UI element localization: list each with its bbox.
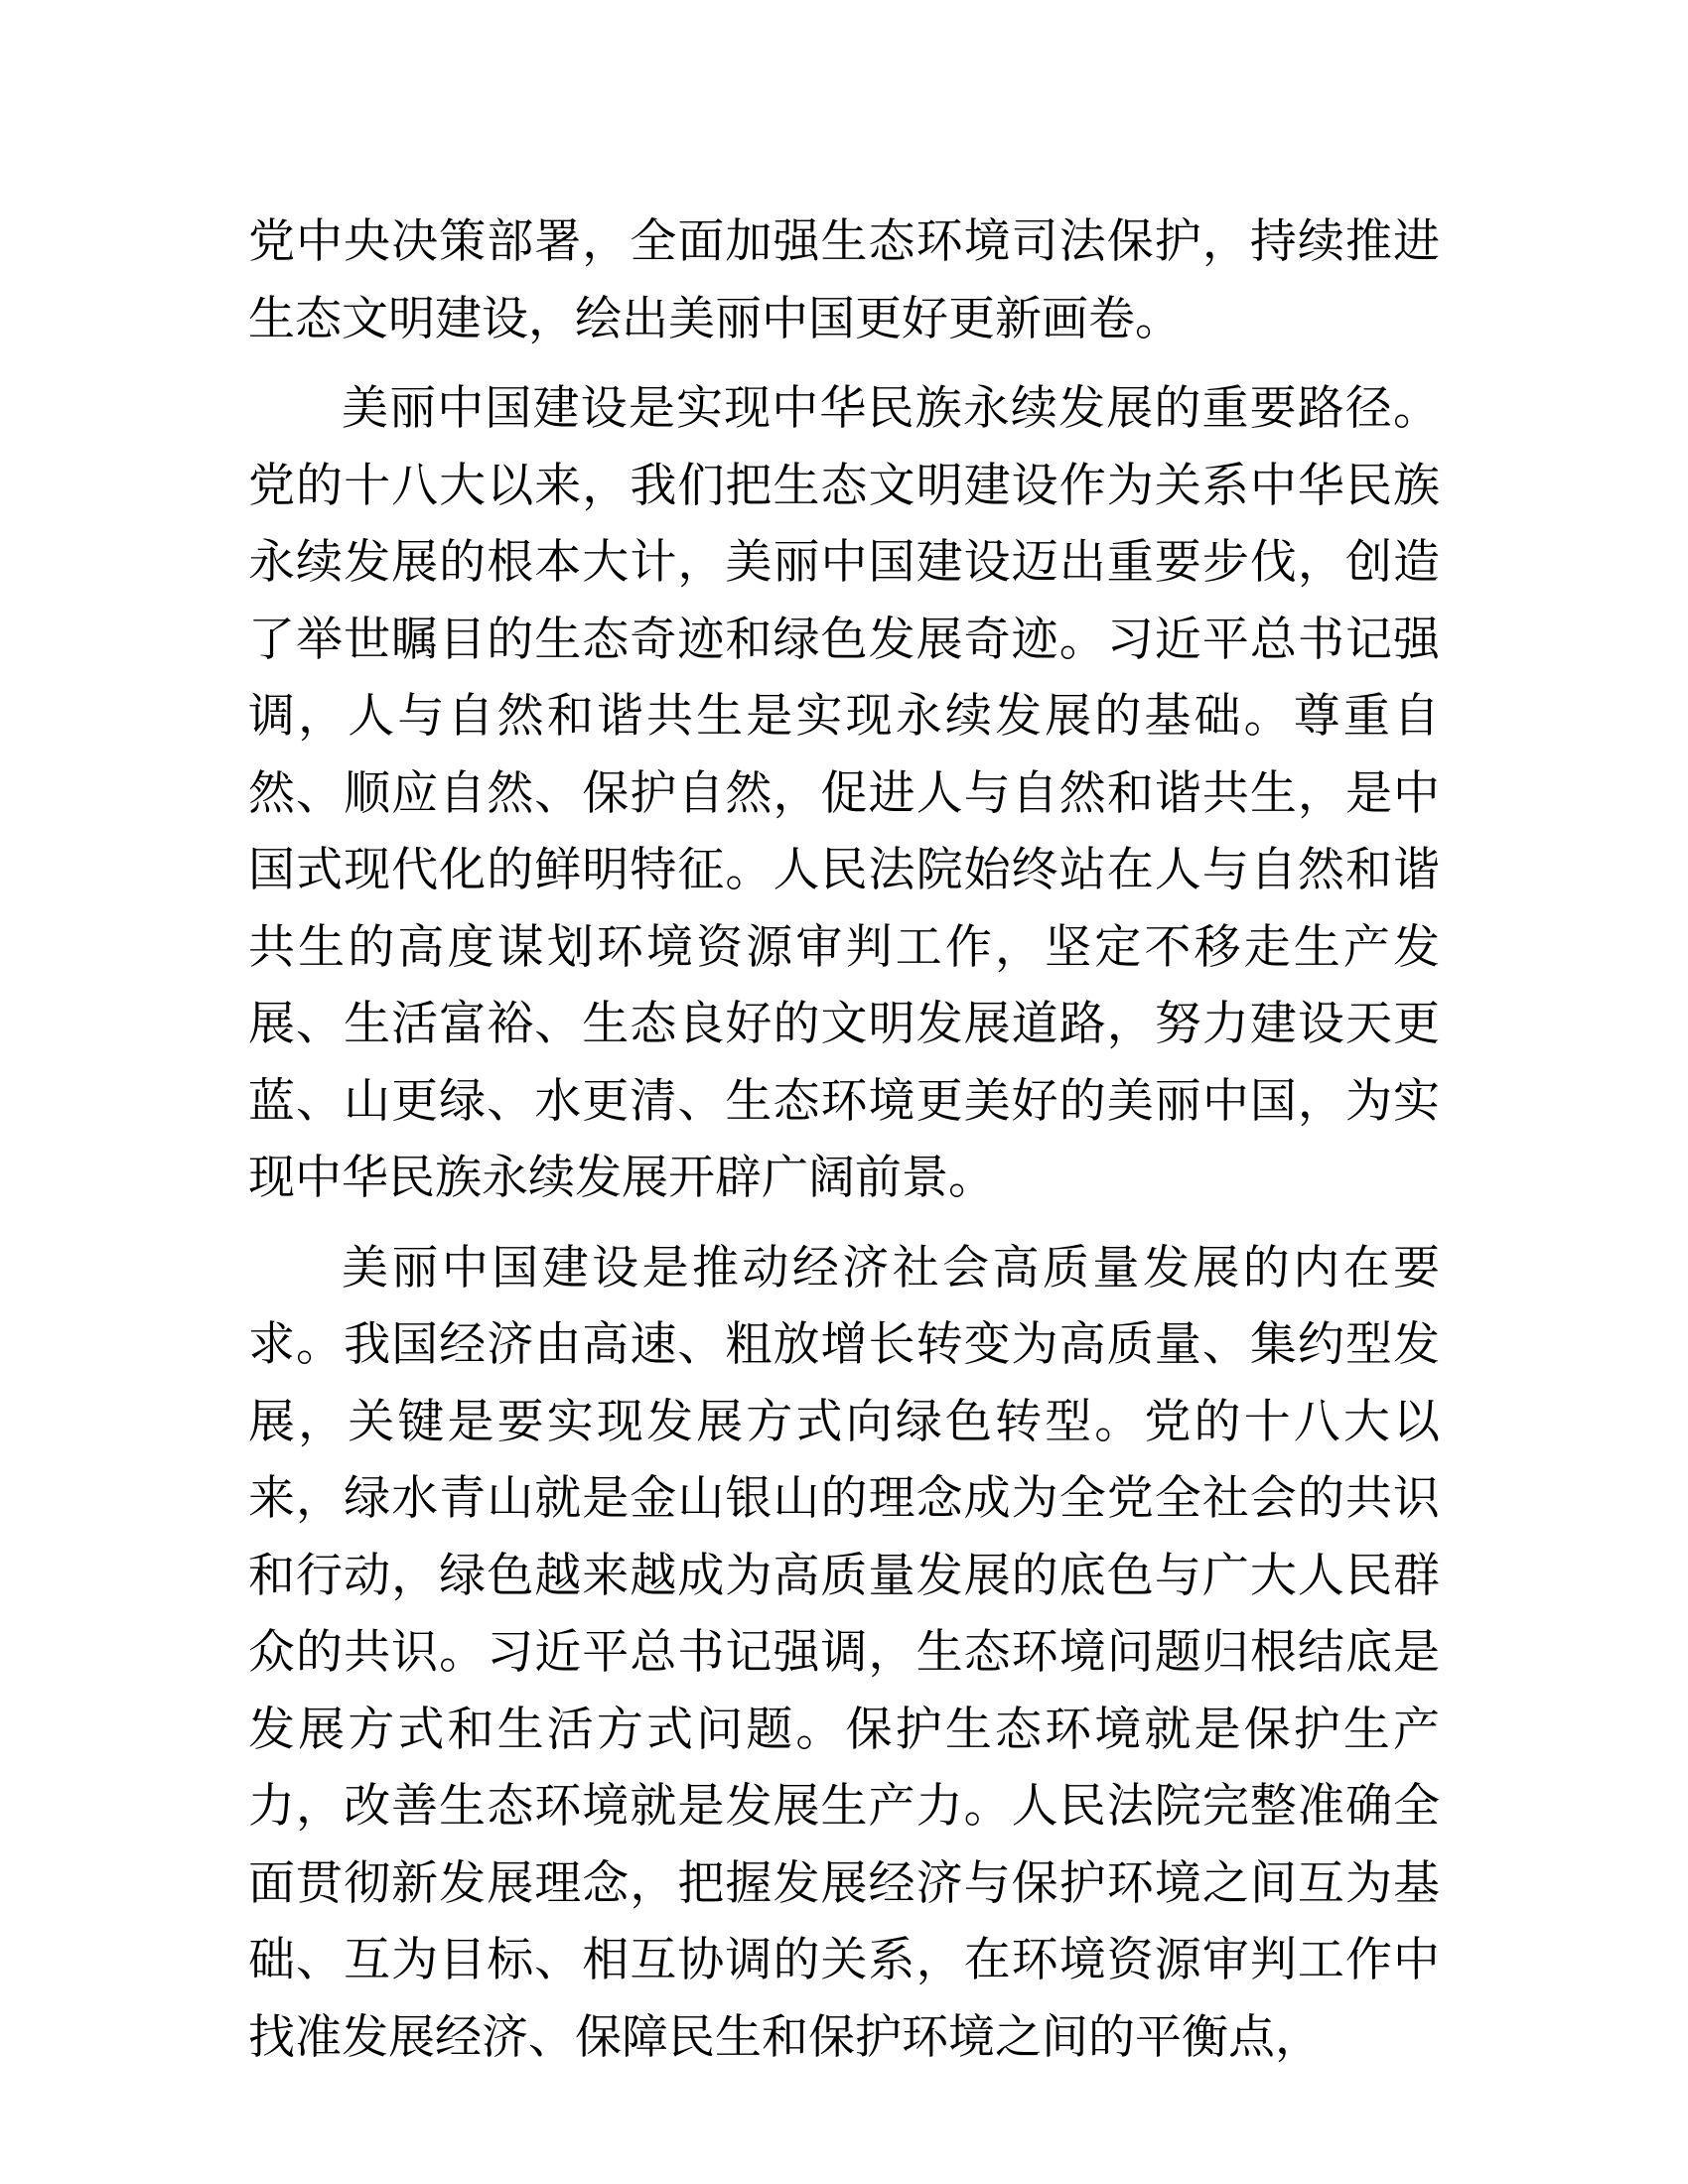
body-text [248,204,1440,2089]
paragraph-continuation: 党中央决策部署，全面加强生态环境司法保护，持续推进生态文明建设，绘出美丽中国更好更新画卷。 [248,214,1440,346]
paragraph-beautiful-china-sustainable: 美丽中国建设是实现中华民族永续发展的重要路径。党的十八大以来，我们把生态文明建设作为关系中华民族永续发展的根本大计，美丽中国建设迈出重要步伐，创造了举世瞩目的生态奇迹和绿色发展奇迹。习近平总书记强调，人与自然和谐共生是实现永续发展的基础。尊重自然、顺应自然、保护自然，促进人与自然和谐共生，是中国式现代化的鲜明特征。人民法院始终站在人与自然和谐共生的高度谋划环境资源审判工作，坚定不移走生产发展、生活富裕、生态良好的文明发展道路，努力建设天更蓝、山更绿、水更清、生态环境更美好的美丽中国，为实现中华民族永续发展开辟广阔前景。 [248,381,1440,1205]
paragraph-beautiful-china-high-quality: 美丽中国建设是推动经济社会高质量发展的内在要求。我国经济由高速、粗放增长转变为高质量、集约型发展，关键是要实现发展方式向绿色转型。党的十八大以来，绿水青山就是金山银山的理念成为全党全社会的共识和行动，绿色越来越成为高质量发展的底色与广大人民群众的共识。习近平总书记强调，生态环境问题归根结底是发展方式和生活方式问题。保护生态环境就是保护生产力，改善生态环境就是发展生产力。人民法院完整准确全面贯彻新发展理念，把握发展经济与保护环境之间互为基础、互为目标、相互协调的关系，在环境资源审判工作中找准发展经济、保障民生和保护环境之间的平衡点， [248,1240,1440,2065]
